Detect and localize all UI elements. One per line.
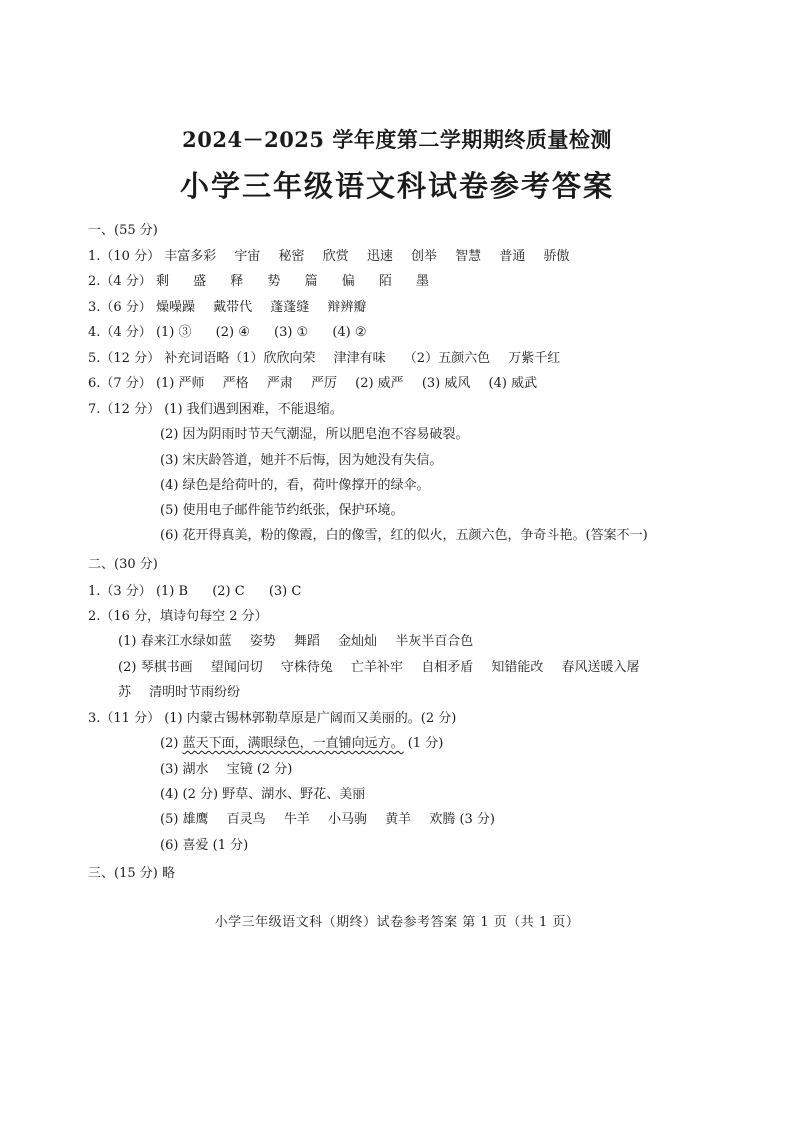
q-label: 7.（12 分） bbox=[88, 402, 161, 417]
q1-6-line bbox=[88, 376, 537, 392]
q1-7-line bbox=[88, 402, 343, 418]
answer-part: (1) 严师 bbox=[155, 376, 205, 391]
answer-word: 半灰半百合色 bbox=[395, 634, 474, 649]
answer-part: (1) B bbox=[155, 584, 189, 599]
answer-word: 普通 bbox=[499, 249, 526, 264]
answer-word: 舞蹈 bbox=[293, 634, 320, 649]
answer-part: (3) 湖水 bbox=[160, 762, 209, 777]
answer-word: 盛 bbox=[193, 274, 207, 289]
section-1-heading: 一、(55 分) bbox=[88, 223, 158, 238]
answer-part: (4) 威武 bbox=[488, 376, 538, 391]
answer-word: 墨 bbox=[416, 274, 430, 289]
answer-part: 牛羊 bbox=[283, 812, 310, 827]
q1-7-item-3: (3) 宋庆龄答道，她并不后悔，因为她没有失信。 bbox=[160, 453, 443, 468]
section-3-heading: 三、(15 分) 略 bbox=[88, 866, 175, 881]
answer-word: 望闻问切 bbox=[210, 660, 263, 675]
answer-word: 亡羊补牢 bbox=[351, 660, 404, 675]
answer-word: 智慧 bbox=[455, 249, 482, 264]
answer-word: 清明时节雨纷纷 bbox=[149, 685, 241, 700]
answer-word: 燥噪躁 bbox=[155, 300, 195, 315]
answer-word: 春风送暖入屠 bbox=[561, 660, 640, 675]
answer-word: 陌 bbox=[378, 274, 392, 289]
answer-part: 欢腾 (3 分) bbox=[429, 812, 496, 827]
answer-part: (2) 威严 bbox=[355, 376, 404, 391]
q-label: 6.（7 分） bbox=[88, 376, 152, 391]
q-label: 5.（12 分） bbox=[88, 351, 161, 366]
answer-part: (3) 威风 bbox=[421, 376, 471, 391]
answer-word: 春来江水绿如蓝 bbox=[140, 634, 232, 649]
q-label: 4.（4 分） bbox=[88, 325, 152, 340]
score-note: (1 分) bbox=[407, 736, 444, 751]
answer-part: 严格 bbox=[222, 376, 249, 391]
answer-word: 篇 bbox=[304, 274, 318, 289]
q-label: 1.（3 分） bbox=[88, 584, 152, 599]
q2-3-item-6: (6) 喜爱 (1 分) bbox=[160, 838, 249, 853]
answer-part: (3) ① bbox=[274, 325, 309, 340]
q2-2-row-1 bbox=[118, 634, 473, 650]
answer-word: 偏 bbox=[341, 274, 355, 289]
q1-3-line bbox=[88, 300, 366, 316]
answer-part: 黄羊 bbox=[385, 812, 412, 827]
q-label: 3.（11 分） bbox=[88, 711, 161, 726]
section-2-heading: 二、(30 分) bbox=[88, 557, 158, 572]
q1-7-item-5: (5) 使用电子邮件能节约纸张，保护环境。 bbox=[160, 503, 404, 518]
answer-word: 骄傲 bbox=[543, 249, 570, 264]
q1-7-item-6: (6) 花开得真美，粉的像霞，白的像雪，红的似火，五颜六色，争奇斗艳。(答案不一) bbox=[160, 528, 648, 543]
answer-word: 释 bbox=[230, 274, 244, 289]
answer-word: 辩辨瓣 bbox=[327, 300, 367, 315]
page-subtitle: 小学三年级语文科试卷参考答案 bbox=[179, 169, 614, 203]
answer-part: 津津有味 bbox=[333, 351, 386, 366]
answer-word: 宇宙 bbox=[234, 249, 261, 264]
answer-part: 严肃 bbox=[266, 376, 293, 391]
q2-3-line bbox=[88, 711, 456, 727]
answer-word: 势 bbox=[267, 274, 281, 289]
q2-3-item-2 bbox=[160, 736, 443, 752]
answer-word: 秘密 bbox=[278, 249, 305, 264]
q2-3-item-5 bbox=[160, 812, 495, 828]
answer-word: 迅速 bbox=[366, 249, 393, 264]
answer-part: 补充词语略（1）欣欣向荣 bbox=[164, 351, 316, 366]
answer-word: 自相矛盾 bbox=[421, 660, 474, 675]
answer-word: 丰富多彩 bbox=[164, 249, 217, 264]
answer-word: 金灿灿 bbox=[338, 634, 378, 649]
q2-2-row-2 bbox=[118, 660, 640, 676]
sub-number: (1) bbox=[118, 634, 137, 649]
q-label: 2.（4 分） bbox=[88, 274, 152, 289]
answer-word: 欣赏 bbox=[322, 249, 349, 264]
q2-2-row-3 bbox=[118, 685, 240, 701]
answer-part: (2) ④ bbox=[215, 325, 250, 340]
answer-part: 百灵鸟 bbox=[226, 812, 266, 827]
q2-3-item-4: (4) (2 分) 野草、湖水、野花、美丽 bbox=[160, 787, 366, 802]
answer-part: 万紫千红 bbox=[508, 351, 561, 366]
answer-sentence: (1) 内蒙古锡林郭勒草原是广阔而又美丽的。(2 分) bbox=[164, 711, 457, 726]
q1-5-line bbox=[88, 351, 560, 367]
answer-part: (5) 雄鹰 bbox=[160, 812, 209, 827]
answer-part: (1) ③ bbox=[155, 325, 192, 340]
q-label: 3.（6 分） bbox=[88, 300, 152, 315]
answer-part: 小马驹 bbox=[328, 812, 368, 827]
q1-4-line bbox=[88, 325, 367, 341]
wavy-underlined-answer: 蓝天下面，满眼绿色，一直铺向远方。 bbox=[182, 736, 404, 751]
answer-word: 苏 bbox=[118, 685, 132, 700]
answer-part: 严厉 bbox=[310, 376, 337, 391]
sub-number: (2) bbox=[118, 660, 137, 675]
answer-part: (4) ② bbox=[332, 325, 367, 340]
answer-part: (2) C bbox=[212, 584, 245, 599]
answer-part: (3) C bbox=[268, 584, 302, 599]
q1-2-line bbox=[88, 274, 429, 290]
q1-7-item-4: (4) 绿色是给荷叶的，看，荷叶像撑开的绿伞。 bbox=[160, 478, 430, 493]
answer-word: 知错能改 bbox=[491, 660, 544, 675]
q-label: 1.（10 分） bbox=[88, 249, 161, 264]
answer-word: 创举 bbox=[411, 249, 438, 264]
q2-1-line bbox=[88, 584, 301, 600]
answer-word: 守株待兔 bbox=[280, 660, 333, 675]
answer-part: （2）五颜六色 bbox=[403, 351, 491, 366]
answer-word: 剩 bbox=[155, 274, 169, 289]
page-title: 2024－2025 学年度第二学期期终质量检测 bbox=[182, 127, 612, 152]
answer-sentence: (1) 我们遇到困难，不能退缩。 bbox=[164, 402, 343, 417]
q1-7-item-2: (2) 因为阴雨时节天气潮湿，所以肥皂泡不容易破裂。 bbox=[160, 427, 469, 442]
sub-number: (2) bbox=[160, 736, 179, 751]
answer-word: 戴带代 bbox=[213, 300, 253, 315]
answer-word: 琴棋书画 bbox=[140, 660, 193, 675]
answer-part: 宝镜 (2 分) bbox=[226, 762, 293, 777]
q2-2-label: 2.（16 分，填诗句每空 2 分） bbox=[88, 609, 268, 624]
q2-3-item-3 bbox=[160, 762, 292, 778]
q1-1-line bbox=[88, 249, 569, 265]
answer-word: 姿势 bbox=[249, 634, 276, 649]
answer-word: 蓬蓬缝 bbox=[270, 300, 310, 315]
page-footer: 小学三年级语文科（期终）试卷参考答案 第 1 页（共 1 页） bbox=[214, 915, 580, 930]
